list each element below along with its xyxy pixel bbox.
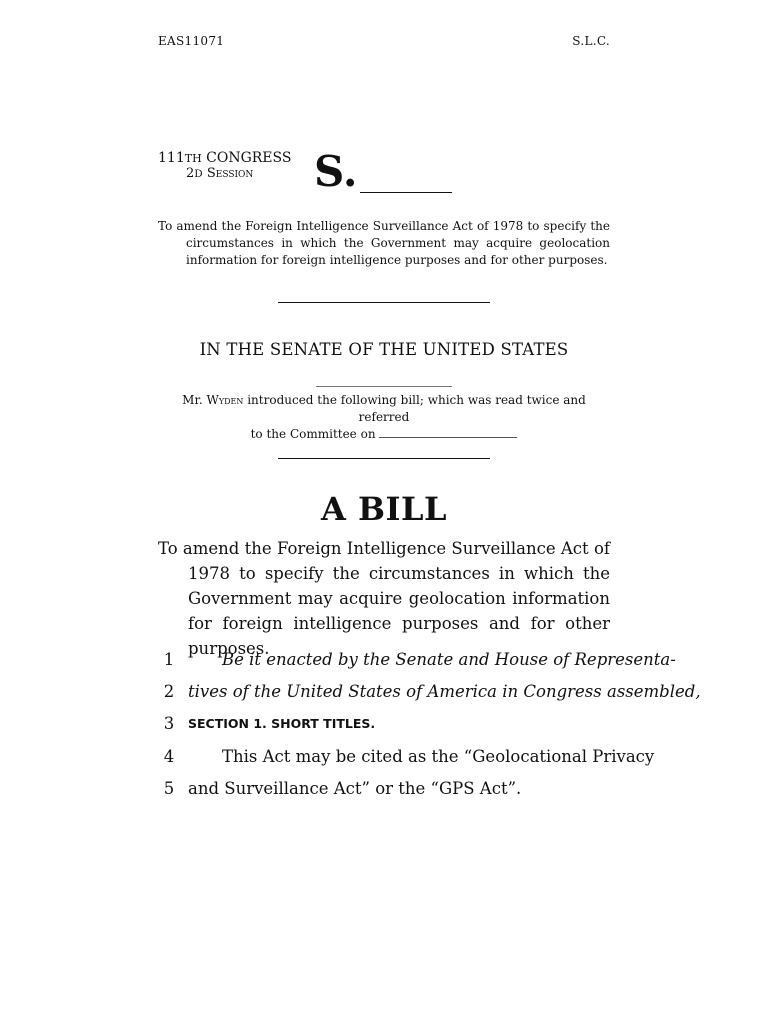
bill-line bbox=[158, 745, 655, 769]
divider-rule bbox=[278, 458, 490, 459]
document-id: EAS11071 bbox=[158, 34, 225, 48]
bill-number: S. bbox=[314, 147, 358, 196]
section-heading: SECTION 1. SHORT TITLES. bbox=[188, 716, 376, 731]
line-text: and Surveillance Act” or the “GPS Act”. bbox=[188, 779, 522, 798]
line-number: 2 bbox=[163, 682, 175, 701]
line-number: 3 bbox=[163, 714, 175, 733]
line-number: 4 bbox=[163, 747, 175, 766]
committee-label: to the Committee on bbox=[250, 427, 376, 441]
line-number: 5 bbox=[163, 779, 175, 798]
session-suffix: D bbox=[194, 168, 203, 180]
bill-line bbox=[158, 680, 701, 704]
session-word: Session bbox=[206, 166, 254, 181]
line-number: 1 bbox=[163, 650, 175, 669]
line-text: This Act may be cited as the “Geolocational Privacy bbox=[222, 747, 655, 766]
bill-line bbox=[158, 777, 610, 801]
introduction bbox=[158, 392, 610, 443]
senate-heading: IN THE SENATE OF THE UNITED STATES bbox=[199, 340, 569, 359]
divider-rule bbox=[278, 302, 490, 303]
bill-title: A BILL bbox=[321, 490, 447, 528]
line-text: tives of the United States of America in Congress assembled, bbox=[188, 682, 701, 701]
congress-ordinal: TH bbox=[184, 152, 202, 165]
congress-label bbox=[158, 150, 291, 167]
congress-number: 111 bbox=[158, 150, 185, 166]
intro-text: introduced the following bill; which was read twice and referred bbox=[247, 393, 586, 424]
intro-prefix: Mr. bbox=[182, 393, 203, 407]
session-label bbox=[186, 166, 253, 181]
bill-line bbox=[158, 712, 610, 736]
sponsor-name: Wyden bbox=[206, 393, 244, 407]
congress-word: CONGRESS bbox=[206, 150, 292, 166]
purpose-summary: To amend the Foreign Intelligence Surveillance Act of 1978 to specify the circumstances in which the Government may acquire geolocation information for foreign intelligence purposes and for other purposes. bbox=[158, 219, 610, 267]
line-text: Be it enacted by the Senate and House of Representa- bbox=[222, 650, 676, 669]
slc-label: S.L.C. bbox=[572, 34, 610, 48]
bill-line bbox=[158, 648, 676, 672]
purpose-long: To amend the Foreign Intelligence Surveillance Act of 1978 to specify the circumstances in which the Government may acquire geolocation information for foreign intelligence purposes and for other purposes. bbox=[158, 539, 610, 658]
bill-number-blank bbox=[360, 192, 452, 193]
short-divider bbox=[316, 386, 452, 387]
committee-blank bbox=[379, 426, 517, 438]
session-number: 2 bbox=[186, 166, 195, 181]
